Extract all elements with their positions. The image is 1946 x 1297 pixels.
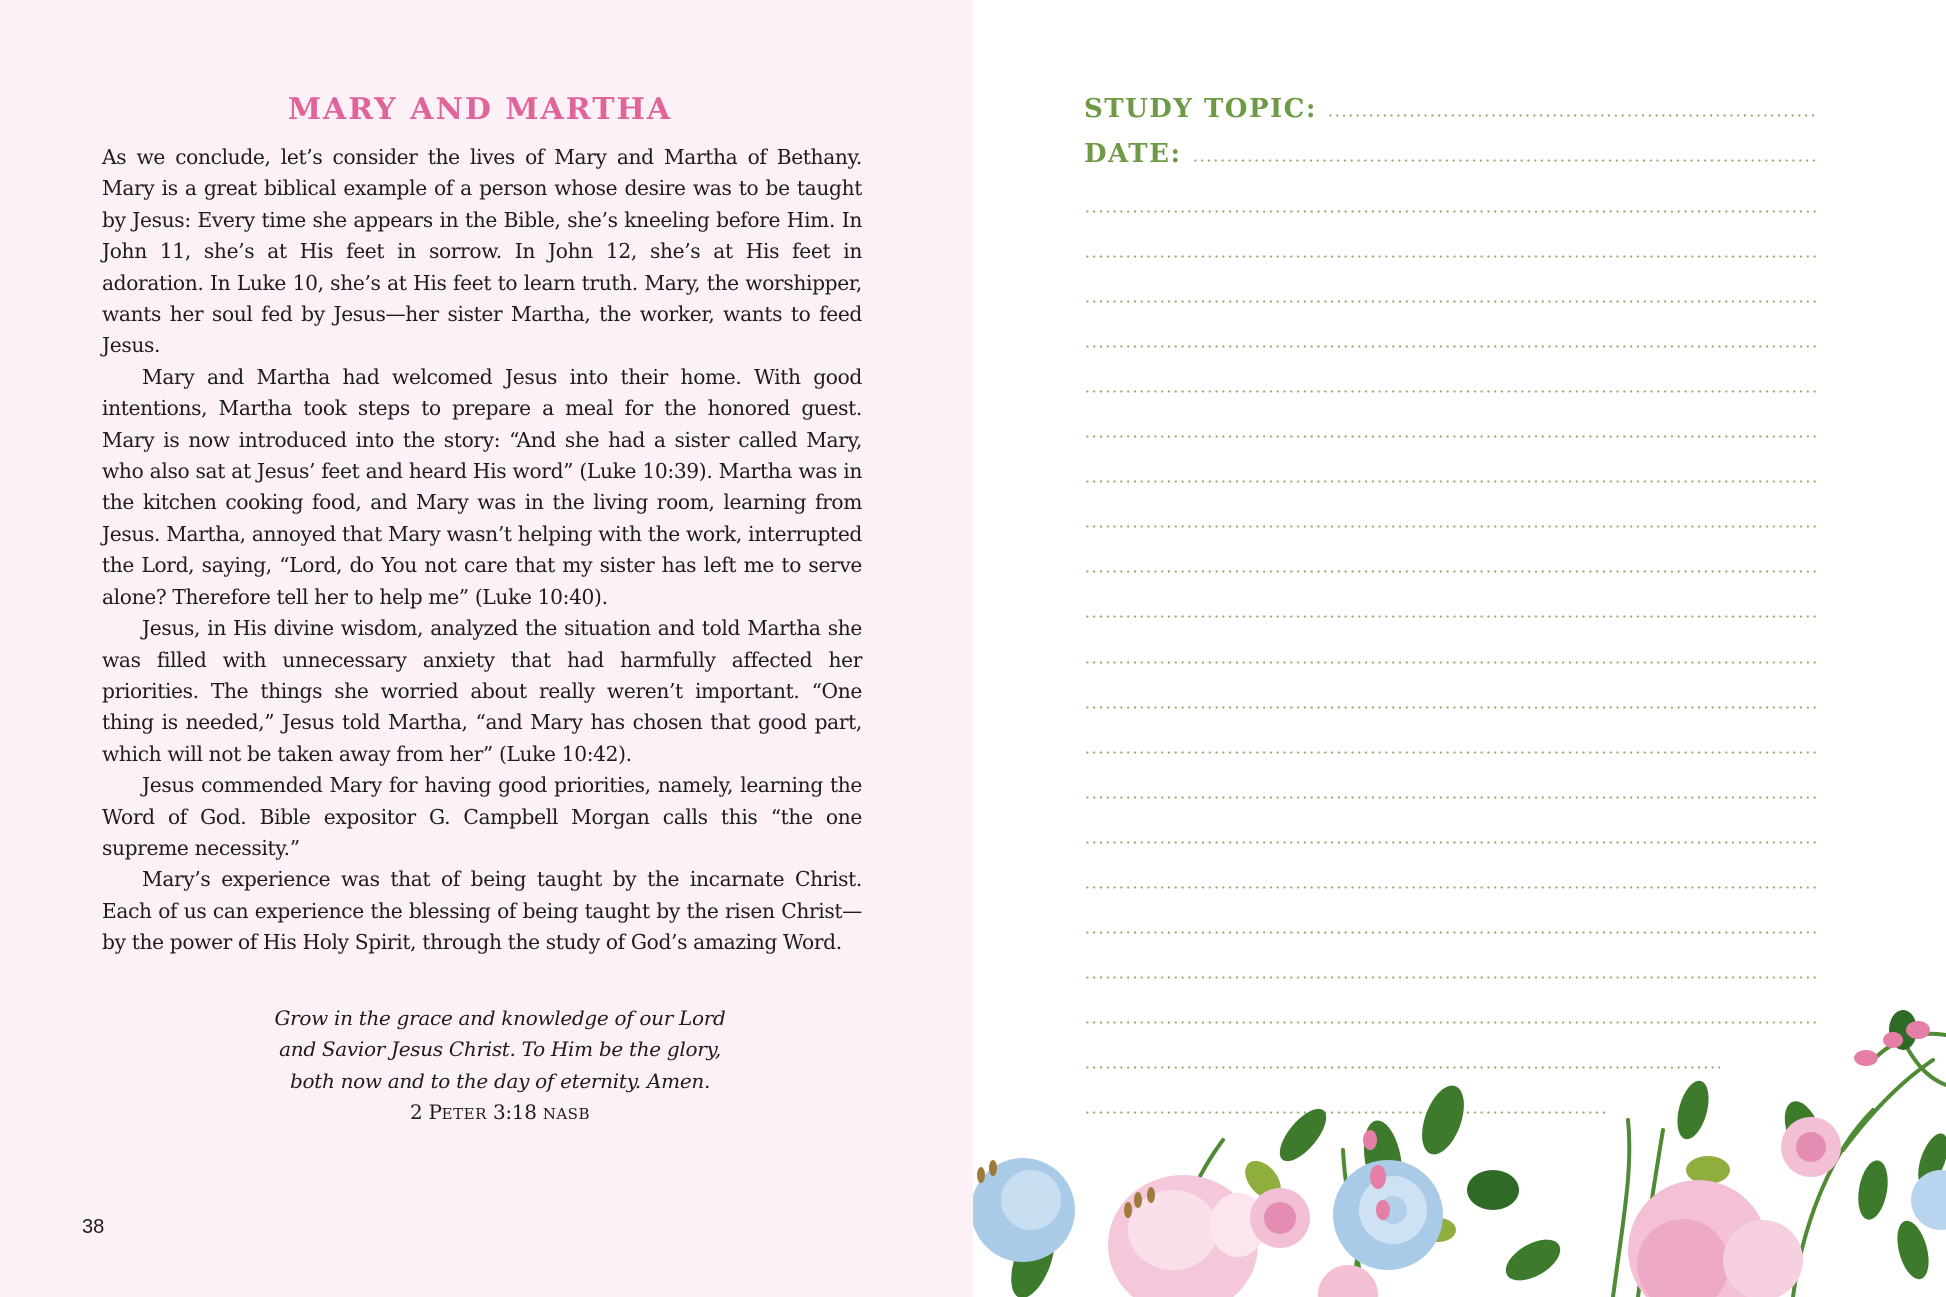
verse-book-number: 2	[410, 1100, 429, 1125]
verse-line: and Savior Jesus Christ. To Him be the glory,	[279, 1037, 721, 1062]
right-page	[973, 0, 1946, 1297]
page-title: MARY AND MARTHA	[287, 92, 673, 127]
writing-line[interactable]	[1084, 570, 1818, 573]
paragraph: Mary’s experience was that of being taught by the incarnate Christ. Each of us can experience the blessing of being taught by the risen Christ—by the power of His Holy Spirit, through the study of God’s amazing Word.	[102, 867, 862, 955]
writing-line[interactable]	[1084, 390, 1818, 393]
paragraph: Mary and Martha had welcomed Jesus into their home. With good intentions, Martha took steps to prepare a meal for the honored guest. Mary is now introduced into the story: “And she had a sister called Mary, who also sat at Jesus’ feet and heard His word” (Luke 10:39). Martha was in the kitchen cooking food, and Mary was in the living room, learning from Jesus. Martha, annoyed that Mary wasn’t helping with the work, interrupted the Lord, saying, “Lord, do You not care that my sister has left me to serve alone? Therefore tell her to help me” (Luke 10:40).	[102, 364, 862, 609]
verse-line: Grow in the grace and knowledge of our Lord	[274, 1006, 726, 1030]
writing-line[interactable]	[1084, 525, 1818, 528]
writing-line[interactable]	[1084, 1066, 1720, 1069]
paragraph: As we conclude, let’s consider the lives of Mary and Martha of Bethany. Mary is a great biblical example of a person whose desire was to be taught by Jesus: Every time she appears in the Bible, she’s kneeling before Him. In John 11, she’s at His feet in sorrow. In John 12, she’s at His feet in adoration. In Luke 10, she’s at His feet to learn truth. Mary, the worshipper, wants her soul fed by Jesus—her sister Martha, the worker, wants to feed Jesus.	[102, 145, 862, 358]
verse-version: NASB	[542, 1105, 590, 1124]
writing-line[interactable]	[1084, 976, 1818, 979]
floral-illustration	[973, 0, 1946, 1297]
writing-line[interactable]	[1084, 886, 1818, 889]
verse-line: both now and to the day of eternity. Amen.	[289, 1068, 711, 1093]
scripture-verse	[200, 1003, 800, 1131]
date-field[interactable]	[1084, 139, 1818, 169]
writing-line[interactable]	[1084, 480, 1818, 483]
verse-book: PETER	[428, 1100, 487, 1125]
writing-line[interactable]	[1084, 931, 1818, 934]
writing-line[interactable]	[1084, 661, 1818, 664]
writing-line[interactable]	[1084, 345, 1818, 348]
writing-line[interactable]	[1084, 796, 1818, 799]
study-topic-field[interactable]	[1084, 94, 1818, 124]
date-label: DATE:	[1084, 139, 1182, 169]
body-text	[102, 142, 862, 959]
paragraph: Jesus, in His divine wisdom, analyzed the situation and told Martha she was filled with unnecessary anxiety that had harmfully affected her priorities. The things she worried about really weren’t important. “One thing is needed,” Jesus told Martha, “and Mary has chosen that good part, which will not be taken away from her” (Luke 10:42).	[102, 616, 862, 766]
writing-line[interactable]	[1084, 300, 1818, 303]
study-topic-label: STUDY TOPIC:	[1084, 94, 1317, 124]
paragraph: Jesus commended Mary for having good priorities, namely, learning the Word of God. Bible expositor G. Campbell Morgan calls this “the one supreme necessity.”	[102, 773, 862, 860]
writing-line[interactable]	[1084, 1021, 1818, 1024]
writing-line[interactable]	[1084, 615, 1818, 618]
page-number: 38	[82, 1216, 105, 1238]
study-topic-input-line[interactable]	[1327, 114, 1818, 117]
writing-line[interactable]	[1084, 255, 1818, 258]
verse-chapter: 3:18	[492, 1100, 537, 1125]
writing-line[interactable]	[1084, 1111, 1609, 1114]
writing-line[interactable]	[1084, 435, 1818, 438]
writing-line[interactable]	[1084, 706, 1818, 709]
writing-line[interactable]	[1084, 841, 1818, 844]
writing-line[interactable]	[1084, 751, 1818, 754]
date-input-line[interactable]	[1192, 159, 1818, 162]
verse-reference	[200, 1097, 800, 1130]
writing-line[interactable]	[1084, 210, 1818, 213]
